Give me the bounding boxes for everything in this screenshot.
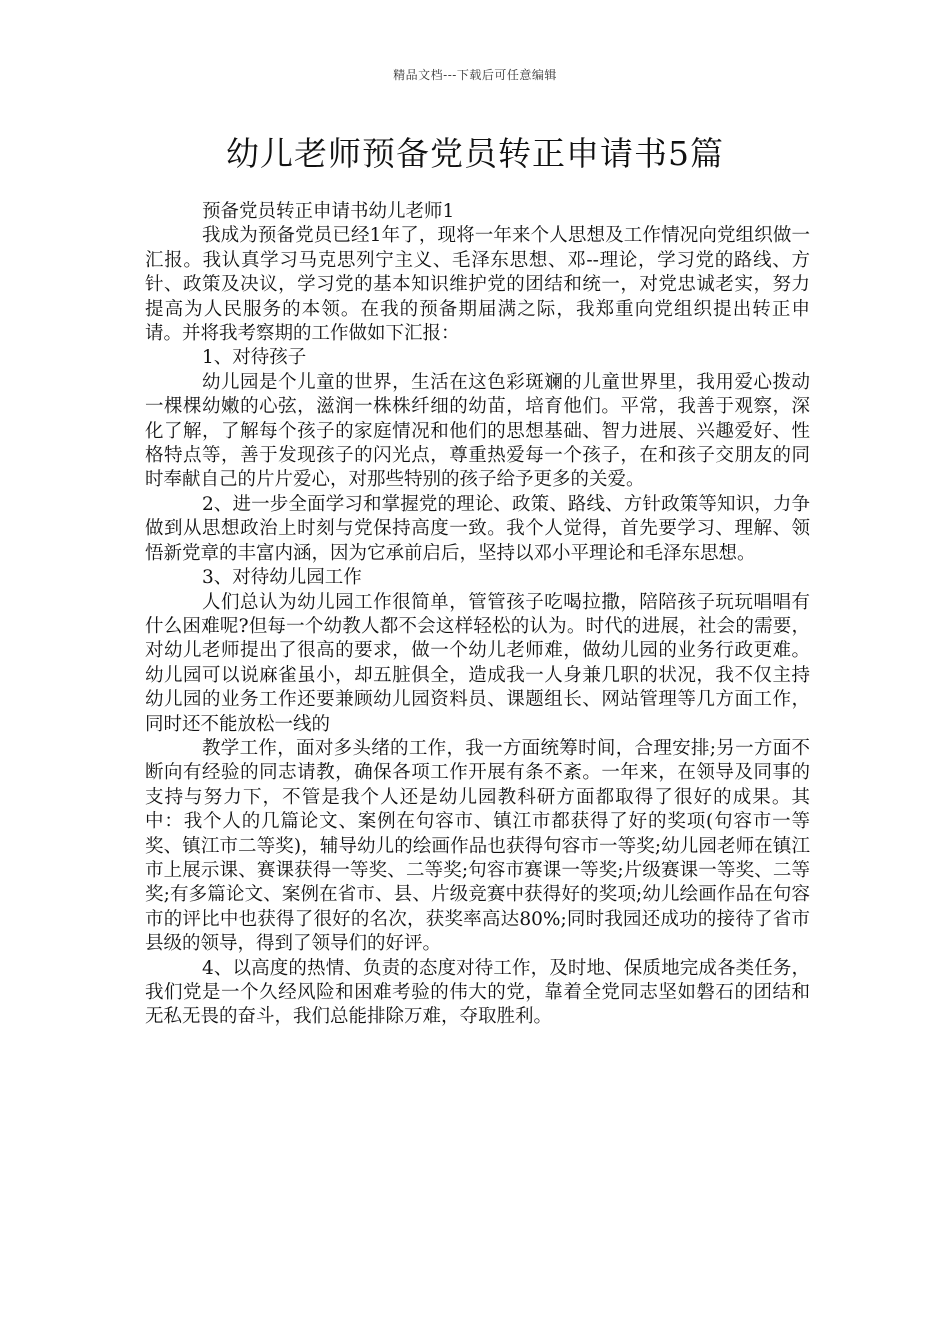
body-paragraph: 幼儿园是个儿童的世界，生活在这色彩斑斓的儿童世界里，我用爱心拨动一棵棵幼嫩的心弦，滋润一株株纤细的幼苗，培育他们。平常，我善于观察，深化了解，了解每个孩子的家庭情况和他们的思想基础、智力进展、兴趣爱好、性格特点等，善于发现孩子的闪光点，尊重热爱每一个孩子，在和孩子交朋友的同时奉献自己的片片爱心，对那些特别的孩子给予更多的关爱。 — [145, 371, 810, 491]
section-heading: 预备党员转正申请书幼儿老师1 — [202, 201, 455, 222]
body-paragraph: 人们总认为幼儿园工作很简单，管管孩子吃喝拉撒，陪陪孩子玩玩唱唱有什么困难呢?但每一个幼教人都不会这样轻松的认为。时代的进展，社会的需要，对幼儿老师提出了很高的要求，做一个幼儿老师难，做幼儿园的业务行政更难。幼儿园可以说麻雀虽小，却五脏俱全，造成我一人身兼几职的状况，我不仅主持幼儿园的业务工作还要兼顾幼儿园资料员、课题组长、网站管理等几方面工作，同时还不能放松一线的 — [145, 591, 810, 735]
body-paragraph: 教学工作，面对多头绪的工作，我一方面统筹时间，合理安排;另一方面不断向有经验的同志请教，确保各项工作开展有条不紊。一年来，在领导及同事的支持与努力下，不管是我个人还是幼儿园教科研方面都取得了很好的成果。其中：我个人的几篇论文、案例在句容市、镇江市都获得了好的奖项(句容市一等奖、镇江市二等奖)，辅导幼儿的绘画作品也获得句容市一等奖;幼儿园老师在镇江市上展示课、赛课获得一等奖、二等奖;句容市赛课一等奖;片级赛课一等奖、二等奖;有多篇论文、案例在省市、县、片级竞赛中获得好的奖项;幼儿绘画作品在句容市的评比中也获得了很好的名次，获奖率高达80%;同时我园还成功的接待了省市县级的领导，得到了领导们的好评。 — [145, 737, 810, 955]
header-note: 精品文档---下载后可任意编辑 — [393, 68, 557, 82]
item-heading: 3、对待幼儿园工作 — [202, 567, 362, 589]
body-paragraph: 我成为预备党员已经1年了，现将一年来个人思想及工作情况向党组织做一汇报。我认真学习马克思列宁主义、毛泽东思想、邓--理论，学习党的路线、方针、政策及决议，学习党的基本知识维护党的团结和统一，对党忠诚老实，努力提高为人民服务的本领。在我的预备期届满之际，我郑重向党组织提出转正申请。并将我考察期的工作做如下汇报： — [145, 225, 810, 345]
document-body — [145, 200, 810, 1030]
document-title: 幼儿老师预备党员转正申请书5篇 — [226, 134, 724, 173]
item-heading: 1、对待孩子 — [202, 347, 307, 369]
body-paragraph: 4、以高度的热情、负责的态度对待工作，及时地、保质地完成各类任务，我们党是一个久经风险和困难考验的伟大的党，靠着全党同志坚如磐石的团结和无私无畏的奋斗，我们总能排除万难，夺取胜利。 — [145, 957, 810, 1028]
body-paragraph: 2、进一步全面学习和掌握党的理论、政策、路线、方针政策等知识，力争做到从思想政治上时刻与党保持高度一致。我个人觉得，首先要学习、理解、领悟新党章的丰富内涵，因为它承前启后，坚持以邓小平理论和毛泽东思想。 — [145, 493, 810, 564]
